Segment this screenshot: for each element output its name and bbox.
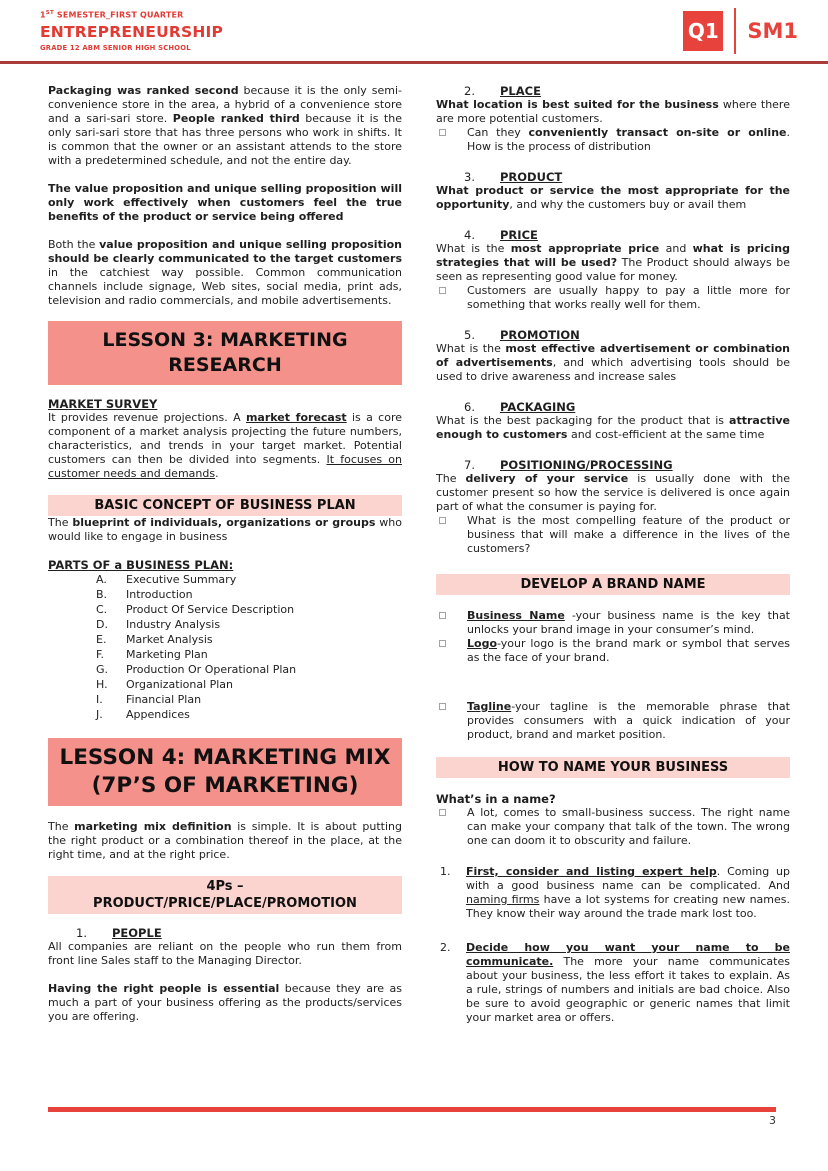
bullet-item-text xyxy=(467,126,790,154)
numbered-heading-number: 5. xyxy=(464,328,475,342)
list-item-letter: J. xyxy=(96,708,103,721)
numbered-heading xyxy=(436,400,790,414)
numbered-heading xyxy=(436,228,790,242)
list-item-letter: I. xyxy=(96,693,103,706)
module-code: SM1 xyxy=(747,19,798,43)
grade-level-line: GRADE 12 ABM SENIOR HIGH SCHOOL xyxy=(40,43,191,52)
text-segment: The xyxy=(48,820,75,833)
column-left xyxy=(48,84,402,1025)
semester-rest: SEMESTER_FIRST QUARTER xyxy=(53,10,184,20)
text-segment: The value proposition and unique selling proposition will only work effectively when customers feel the true benefits of the product or service being offered xyxy=(48,182,402,223)
paragraph xyxy=(436,242,790,284)
spacer xyxy=(48,862,402,876)
text-segment: and xyxy=(659,242,693,255)
text-segment: Business Name xyxy=(467,609,565,622)
paragraph xyxy=(48,411,402,481)
list-item-text: Market Analysis xyxy=(126,633,213,646)
paragraph xyxy=(436,98,790,126)
bullet-item xyxy=(436,637,790,665)
spacer xyxy=(48,914,402,926)
numbered-heading-title: PEOPLE xyxy=(112,926,162,940)
numbered-item-number: 1. xyxy=(440,865,451,878)
lettered-list xyxy=(48,572,402,722)
list-item-letter: H. xyxy=(96,678,108,691)
text-segment: blueprint of individuals, organizations or groups xyxy=(72,516,376,529)
numbered-heading-title: PLACE xyxy=(500,84,541,98)
lesson-heading-line: LESSON 3: MARKETING xyxy=(102,329,348,351)
paragraph xyxy=(48,940,402,968)
header-divider xyxy=(734,8,736,54)
text-segment: -your tagline is the memorable phrase that provides consumers with a quick indication of your product, brand and market position. xyxy=(467,700,790,741)
list-item-text: Product Of Service Description xyxy=(126,603,295,616)
paragraph xyxy=(48,238,402,308)
text-segment: who would like to engage in business xyxy=(48,516,402,543)
numbered-heading-title: PACKAGING xyxy=(500,400,576,414)
lesson-heading-line: LESSON 4: MARKETING MIX xyxy=(59,745,391,770)
text-segment: What is the xyxy=(436,342,506,355)
text-segment: It provides revenue projections. A xyxy=(48,411,246,424)
section-heading xyxy=(436,757,790,778)
section-heading xyxy=(436,574,790,595)
paragraph xyxy=(48,182,402,224)
column-right xyxy=(436,84,790,1025)
lettered-list-item xyxy=(48,647,402,662)
semester-line xyxy=(40,10,223,20)
bullet-item xyxy=(436,126,790,154)
list-item-text: Marketing Plan xyxy=(126,648,208,661)
text-segment: -your logo is the brand mark or symbol that serves as the face of your brand. xyxy=(467,637,790,664)
text-segment: . xyxy=(215,467,219,480)
spacer xyxy=(436,665,790,700)
numbered-heading-number: 3. xyxy=(464,170,475,184)
footer-rule xyxy=(48,1107,776,1112)
text-segment: . How is the process of distribution xyxy=(467,126,790,153)
text-segment: PARTS OF a BUSINESS PLAN: xyxy=(48,558,234,572)
numbered-heading xyxy=(436,458,790,472)
numbered-heading xyxy=(436,170,790,184)
spacer xyxy=(48,308,402,321)
spacer xyxy=(436,848,790,865)
lesson-heading xyxy=(48,738,402,806)
bullet-item xyxy=(436,609,790,637)
paragraph xyxy=(436,184,790,212)
bullet-item xyxy=(436,806,790,848)
text-segment: What location is best suited for the business xyxy=(436,98,719,111)
text-segment: is usually done with the customer present so how the service is delivered is once again part of what the consumer is paying for. xyxy=(436,472,790,513)
spacer xyxy=(436,312,790,328)
list-item-letter: E. xyxy=(96,633,107,646)
text-segment: naming firms xyxy=(466,893,540,906)
section-heading xyxy=(48,495,402,516)
text-segment: The Product should always be seen as representing good value for money. xyxy=(436,256,790,283)
numbered-heading-title: POSITIONING/PROCESSING xyxy=(500,458,673,472)
section-heading-line: 4Ps – xyxy=(206,879,244,894)
text-segment: First, consider and listing expert help xyxy=(466,865,717,878)
text-segment: because it is the only semi-convenience store in the area, a hybrid of a convenience store and a sari-sari store. xyxy=(48,84,402,125)
paragraph xyxy=(48,516,402,544)
numbered-item xyxy=(436,865,790,921)
numbered-heading-number: 1. xyxy=(76,926,87,940)
numbered-heading xyxy=(436,84,790,98)
spacer xyxy=(436,556,790,574)
text-segment: It focuses on customer needs and demands xyxy=(48,453,402,480)
square-bullet-icon xyxy=(439,517,446,524)
text-segment: where there are more potential customers. xyxy=(436,98,790,125)
spacer xyxy=(436,742,790,757)
spacer xyxy=(48,806,402,820)
section-heading-line: BASIC CONCEPT OF BUSINESS PLAN xyxy=(94,498,356,513)
sub-heading xyxy=(48,558,402,572)
text-segment: most effective advertisement or combination of advertisements xyxy=(436,342,790,369)
spacer xyxy=(48,224,402,238)
numbered-heading xyxy=(48,926,402,940)
square-bullet-icon xyxy=(439,129,446,136)
lettered-list-item xyxy=(48,602,402,617)
paragraph xyxy=(436,472,790,514)
sub-heading xyxy=(436,792,790,806)
page-content xyxy=(48,84,790,1025)
lesson-heading-line: (7P’S OF MARKETING) xyxy=(91,773,359,798)
spacer xyxy=(48,544,402,558)
sub-heading xyxy=(48,397,402,411)
bullet-item xyxy=(436,514,790,556)
text-segment: in the catchiest way possible. Common communication channels include signage, Web sites, social media, print ads, television and radio commercials, and mobile advertisements. xyxy=(48,266,402,307)
lesson-heading-line: RESEARCH xyxy=(168,354,282,376)
lettered-list-item xyxy=(48,662,402,677)
numbered-heading-number: 7. xyxy=(464,458,475,472)
page-number: 3 xyxy=(769,1114,776,1127)
text-segment: People ranked third xyxy=(172,112,300,125)
text-segment: What is the xyxy=(436,242,511,255)
text-segment: -your business name is the key that unlocks your brand image in your consumer’s mind. xyxy=(467,609,790,636)
quarter-badge: Q1 xyxy=(683,11,723,51)
text-segment: most appropriate price xyxy=(510,242,660,255)
text-segment: value proposition and unique selling proposition should be clearly communicated to the target customers xyxy=(48,238,402,265)
semester-superscript: ST xyxy=(45,10,54,16)
numbered-heading-title: PROMOTION xyxy=(500,328,580,342)
spacer xyxy=(48,168,402,182)
spacer xyxy=(436,212,790,228)
text-segment: Packaging was ranked second xyxy=(48,84,239,97)
bullet-item-text xyxy=(467,637,790,665)
numbered-item-text xyxy=(466,865,790,921)
paragraph xyxy=(48,820,402,862)
text-segment: Tagline xyxy=(467,700,512,713)
spacer xyxy=(436,595,790,609)
lettered-list-item xyxy=(48,587,402,602)
list-item-text: Financial Plan xyxy=(126,693,202,706)
numbered-heading-number: 4. xyxy=(464,228,475,242)
section-heading xyxy=(48,876,402,914)
numbered-heading-title: PRICE xyxy=(500,228,538,242)
spacer xyxy=(436,154,790,170)
numbered-item xyxy=(436,941,790,1025)
text-segment: , and why the customers buy or avail them xyxy=(509,198,747,211)
list-item-text: Introduction xyxy=(126,588,193,601)
list-item-letter: D. xyxy=(96,618,108,631)
square-bullet-icon xyxy=(439,287,446,294)
bullet-item xyxy=(436,284,790,312)
paragraph xyxy=(436,414,790,442)
section-heading-line: HOW TO NAME YOUR BUSINESS xyxy=(497,760,729,775)
text-segment: Can they xyxy=(467,126,529,139)
lettered-list-item xyxy=(48,572,402,587)
text-segment: A lot, comes to small-business success. The right name can make your company that talk of the town. The wrong one can doom it to obscurity and failure. xyxy=(467,806,790,847)
lettered-list-item xyxy=(48,677,402,692)
numbered-heading-title: PRODUCT xyxy=(500,170,563,184)
lettered-list-item xyxy=(48,632,402,647)
lettered-list-item xyxy=(48,617,402,632)
numbered-heading-number: 6. xyxy=(464,400,475,414)
text-segment: What is the most compelling feature of the product or business that will make a difference in the lives of the customers? xyxy=(467,514,790,555)
square-bullet-icon xyxy=(439,612,446,619)
text-segment: Decide how you want your name to be communicate. xyxy=(466,941,790,968)
square-bullet-icon xyxy=(439,640,446,647)
spacer xyxy=(48,385,402,397)
text-segment: because they are as much a part of your business offering as the products/services you are offering. xyxy=(48,982,402,1023)
numbered-item-number: 2. xyxy=(440,941,451,954)
bullet-item xyxy=(436,700,790,742)
spacer xyxy=(48,481,402,495)
text-segment: What’s in a name? xyxy=(436,792,556,806)
square-bullet-icon xyxy=(439,703,446,710)
text-segment: What is the best packaging for the product that is xyxy=(436,414,730,427)
list-item-letter: G. xyxy=(96,663,109,676)
list-item-letter: F. xyxy=(96,648,105,661)
list-item-letter: B. xyxy=(96,588,108,601)
text-segment: is a core component of a market analysis projecting the future numbers, characteristics, and trends in your target market. Potential customers can then be divided into segments. xyxy=(48,411,402,466)
numbered-item-text xyxy=(466,941,790,1025)
spacer xyxy=(436,384,790,400)
text-segment: Logo xyxy=(467,637,497,650)
text-segment: The more your name communicates about your business, the less effort it takes to explain. As a rule, strings of numbers and initials are bad choice. Also be sure to avoid geographic or generic names that limit your market area or offers. xyxy=(466,955,790,1024)
text-segment: what is pricing strategies that will be used? xyxy=(436,242,790,269)
list-item-letter: A. xyxy=(96,573,107,586)
text-segment: The xyxy=(48,516,73,529)
spacer xyxy=(436,442,790,458)
section-heading-line: PRODUCT/PRICE/PLACE/PROMOTION xyxy=(93,896,357,911)
list-item-text: Appendices xyxy=(126,708,190,721)
text-segment: What product or service the most appropriate for the opportunity xyxy=(436,184,790,211)
text-segment: have a lot systems for creating new names. They know their way around the trade mark lost too. xyxy=(466,893,790,920)
bullet-item-text xyxy=(467,806,790,848)
text-segment: The xyxy=(436,472,466,485)
lettered-list-item xyxy=(48,707,402,722)
list-item-text: Production Or Operational Plan xyxy=(126,663,297,676)
paragraph xyxy=(48,84,402,168)
bullet-item-text xyxy=(467,700,790,742)
spacer xyxy=(436,778,790,792)
text-segment: conveniently transact on-site or online xyxy=(528,126,787,139)
paragraph xyxy=(436,342,790,384)
bullet-item-text xyxy=(467,609,790,637)
text-segment: Having the right people is essential xyxy=(48,982,280,995)
text-segment: attractive enough to customers xyxy=(436,414,790,441)
paragraph xyxy=(48,982,402,1024)
text-segment: delivery of your service xyxy=(465,472,629,485)
semester-prefix: 1 xyxy=(40,10,46,20)
text-segment: . Coming up with a good business name can be complicated. And xyxy=(466,865,790,892)
text-segment: , and which advertising tools should be used to drive awareness and increase sales xyxy=(436,356,790,383)
text-segment: Both the xyxy=(48,238,100,251)
numbered-heading-number: 2. xyxy=(464,84,475,98)
text-segment: All companies are reliant on the people who run them from front line Sales staff to the Managing Director. xyxy=(48,940,402,967)
text-segment: because it is the only sari-sari store that has three persons who work in shifts. It is common that the owner or an assistant attends to the store with a predetermined schedule, and not the entire day. xyxy=(48,112,402,167)
bullet-item-text xyxy=(467,514,790,556)
header-right xyxy=(683,8,798,54)
list-item-text: Industry Analysis xyxy=(126,618,221,631)
text-segment: MARKET SURVEY xyxy=(48,397,158,411)
list-item-text: Executive Summary xyxy=(126,573,237,586)
spacer xyxy=(436,921,790,941)
square-bullet-icon xyxy=(439,809,446,816)
text-segment: market forecast xyxy=(245,411,347,424)
header-left xyxy=(40,10,223,52)
list-item-text: Organizational Plan xyxy=(126,678,234,691)
text-segment: marketing mix definition xyxy=(74,820,232,833)
lesson-heading xyxy=(48,321,402,385)
text-segment: and cost-efficient at the same time xyxy=(567,428,765,441)
spacer xyxy=(48,968,402,982)
text-segment: Customers are usually happy to pay a little more for something that works really well for them. xyxy=(467,284,790,311)
list-item-letter: C. xyxy=(96,603,108,616)
text-segment: is simple. It is about putting the right product or a combination thereof in the place, at the right time, and at the right price. xyxy=(48,820,402,861)
bullet-item-text xyxy=(467,284,790,312)
spacer xyxy=(48,722,402,738)
subject-title: ENTREPRENEURSHIP xyxy=(40,22,224,41)
header-rule xyxy=(0,61,828,64)
lettered-list-item xyxy=(48,692,402,707)
numbered-heading xyxy=(436,328,790,342)
section-heading-line: DEVELOP A BRAND NAME xyxy=(520,577,706,592)
